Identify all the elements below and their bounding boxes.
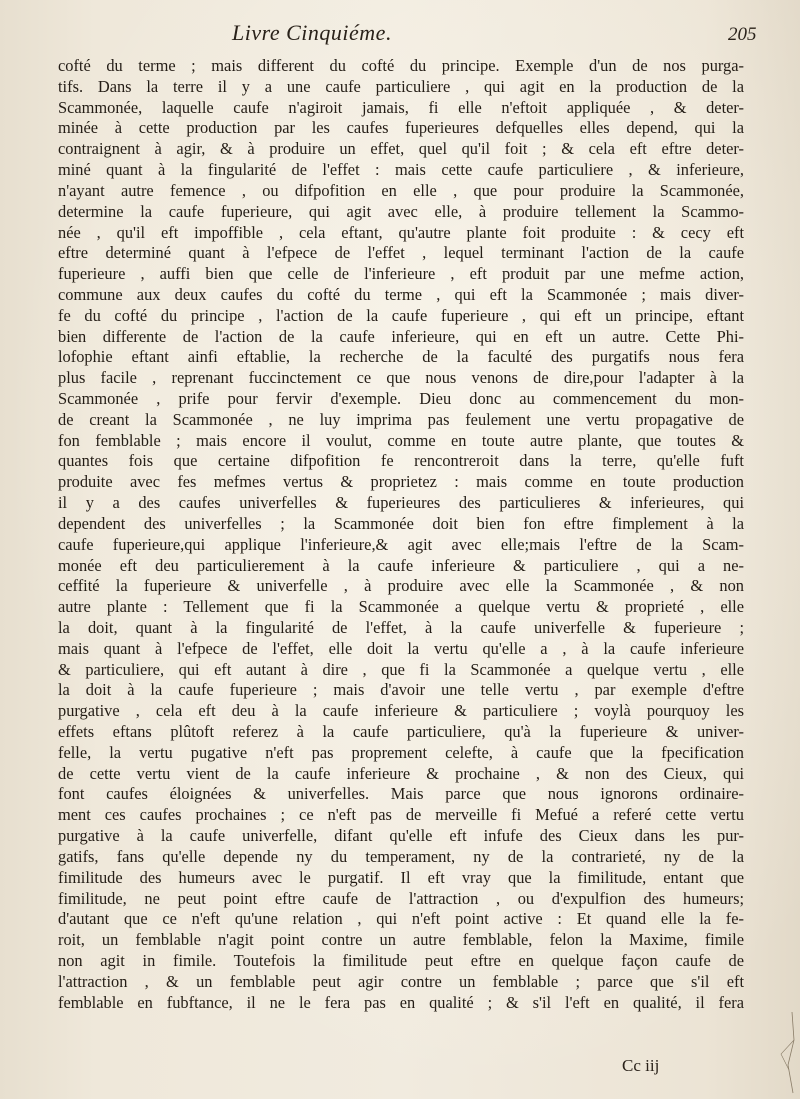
- text-line: d'autant que ce n'eft qu'une relation , qui n'eft point active : Et quand elle la fe-: [58, 909, 744, 929]
- text-line: bien differente de l'action de la caufe inferieure, qui en eft un autre. Cette Phi-: [58, 326, 744, 346]
- body-text: [58, 56, 744, 1013]
- text-line: quantes fois que certaine difpofition fe rencontreroit dans la terre, qu'elle fuft: [58, 451, 744, 471]
- text-line: l'attraction , & un femblable peut agir contre un femblable ; parce que s'il eft: [58, 971, 744, 991]
- text-line: il y a des caufes univerfelles & fuperieures des particulieres & inferieures, qui: [58, 493, 744, 513]
- margin-stain-decoration: [776, 1010, 796, 1095]
- text-line: purgative à la caufe univerfelle, difant qu'elle eft infufe des Cieux dans les pur-: [58, 826, 744, 846]
- text-line: fon femblable ; mais encore il voulut, comme en toute autre plante, que toutes &: [58, 430, 744, 450]
- text-line: fe du cofté du principe , l'action de la caufe fuperieure , qui eft un principe, eftant: [58, 305, 744, 325]
- text-line: de cette vertu vient de la caufe inferieure & prochaine , & non des Cieux, qui: [58, 763, 744, 783]
- text-line: ceffité la fuperieure & univerfelle , à produire avec elle la Scammonée , & non: [58, 576, 744, 596]
- text-line: determine la caufe fuperieure, qui agit avec elle, à produire tellement la Scammo-: [58, 201, 744, 221]
- text-line: produite avec fes mefmes vertus & proprietez : mais comme en toute production: [58, 472, 744, 492]
- text-line: non agit in fimile. Toutefois la fimilitude peut eftre en quelque façon caufe de: [58, 950, 744, 970]
- text-line: purgative , cela eft deu à la caufe inferieure & particuliere ; voylà pourquoy les: [58, 701, 744, 721]
- text-line: autre plante : Tellement que fi la Scammonée a quelque vertu & proprieté , elle: [58, 597, 744, 617]
- text-line: dependent des univerfelles ; la Scammonée doit bien fon eftre fimplement à la: [58, 513, 744, 533]
- page-header: [0, 20, 800, 54]
- text-line: gatifs, fans qu'elle depende ny du temperament, ny de la contrarieté, ny de la: [58, 846, 744, 866]
- text-line: femblable en fubftance, il ne le fera pas en qualité ; & s'il l'eft en qualité, il fera: [58, 992, 744, 1012]
- text-line: tifs. Dans la terre il y a une caufe particuliere , qui agit en la production de la: [58, 76, 744, 96]
- text-line: la doit à la caufe fuperieure ; mais d'avoir une telle vertu , par exemple d'eftre: [58, 680, 744, 700]
- text-line: commune aux deux caufes du cofté du terme , qui eft la Scammonée ; mais diver-: [58, 284, 744, 304]
- text-line: cofté du terme ; mais different du cofté du principe. Exemple d'un de nos purga-: [58, 56, 744, 75]
- text-line: font caufes éloignées & univerfelles. Mais parce que nous ignorons ordinaire-: [58, 784, 744, 804]
- text-line: fimilitude des humeurs avec le purgatif. Il eft vray que la fimilitude, entant que: [58, 867, 744, 887]
- text-line: lofophie eftant ainfi eftablie, la recherche de la faculté des purgatifs nous fera: [58, 347, 744, 367]
- text-line: la doit, quant à la fingularité de l'effet, à la caufe univerfelle & fuperieure ;: [58, 617, 744, 637]
- text-line: contraignent à agir, & à produire un effet, quel qu'il foit ; & cela eft eftre deter-: [58, 139, 744, 159]
- text-line: miné quant à la fingularité de l'effet : mais cette caufe particuliere , & inferieure,: [58, 160, 744, 180]
- text-line: felle, la vertu pugative n'eft pas proprement celefte, à caufe que la fpecification: [58, 742, 744, 762]
- signature-mark: Cc iij: [622, 1056, 660, 1075]
- text-line: fimilitude, ne peut point eftre caufe de l'attraction , ou d'expulfion des humeurs;: [58, 888, 744, 908]
- text-line: mais quant à l'efpece de l'effet, elle doit la vertu qu'elle a , à la caufe inferieure: [58, 638, 744, 658]
- text-line: plus facile , reprenant fuccinctement ce que nous venons de dire,pour l'adapter à la: [58, 368, 744, 388]
- text-line: minée à cette production par les caufes fuperieures defquelles elles depend, qui la: [58, 118, 744, 138]
- text-line: de creant la Scammonée , ne luy imprima pas feulement une vertu propagative de: [58, 409, 744, 429]
- text-line: roit, un femblable n'agit point contre un autre femblable, felon la Maxime, fimile: [58, 930, 744, 950]
- text-line: Scammonée, laquelle caufe n'agiroit jamais, fi elle n'eftoit appliquée , & deter-: [58, 97, 744, 117]
- text-line: ment ces caufes prochaines ; ce n'eft pas de merveille fi Mefué a referé cette vertu: [58, 805, 744, 825]
- text-line: n'ayant autre femence , ou difpofition en elle , que pour produire la Scammonée,: [58, 180, 744, 200]
- text-line: Scammonée , prife pour fervir d'exemple. Dieu donc au commencement du mon-: [58, 389, 744, 408]
- text-line: eftre determiné quant à l'efpece de l'effet , lequel terminant l'action de la caufe: [58, 243, 744, 263]
- text-line: née , qu'il eft impoffible , cela eftant, qu'autre plante foit produite : & cecy eft: [58, 222, 744, 242]
- page-number: 205: [728, 24, 757, 45]
- text-line: caufe fuperieure,qui applique l'inferieure,& agit avec elle;mais l'eftre de la Scam-: [58, 534, 744, 554]
- text-line: & particuliere, qui eft autant à dire , que fi la Scammonée a quelque vertu , elle: [58, 659, 744, 679]
- text-line: monée eft deu particulierement à la caufe inferieure & particuliere , qui a ne-: [58, 555, 744, 575]
- running-title: Livre Cinquiéme.: [232, 20, 392, 45]
- text-line: effets eftans plûtoft referez à la caufe particuliere, qu'à la fuperieure & univer-: [58, 722, 744, 741]
- text-line: fuperieure , auffi bien que celle de l'inferieure , eft produit par une mefme action,: [58, 264, 744, 284]
